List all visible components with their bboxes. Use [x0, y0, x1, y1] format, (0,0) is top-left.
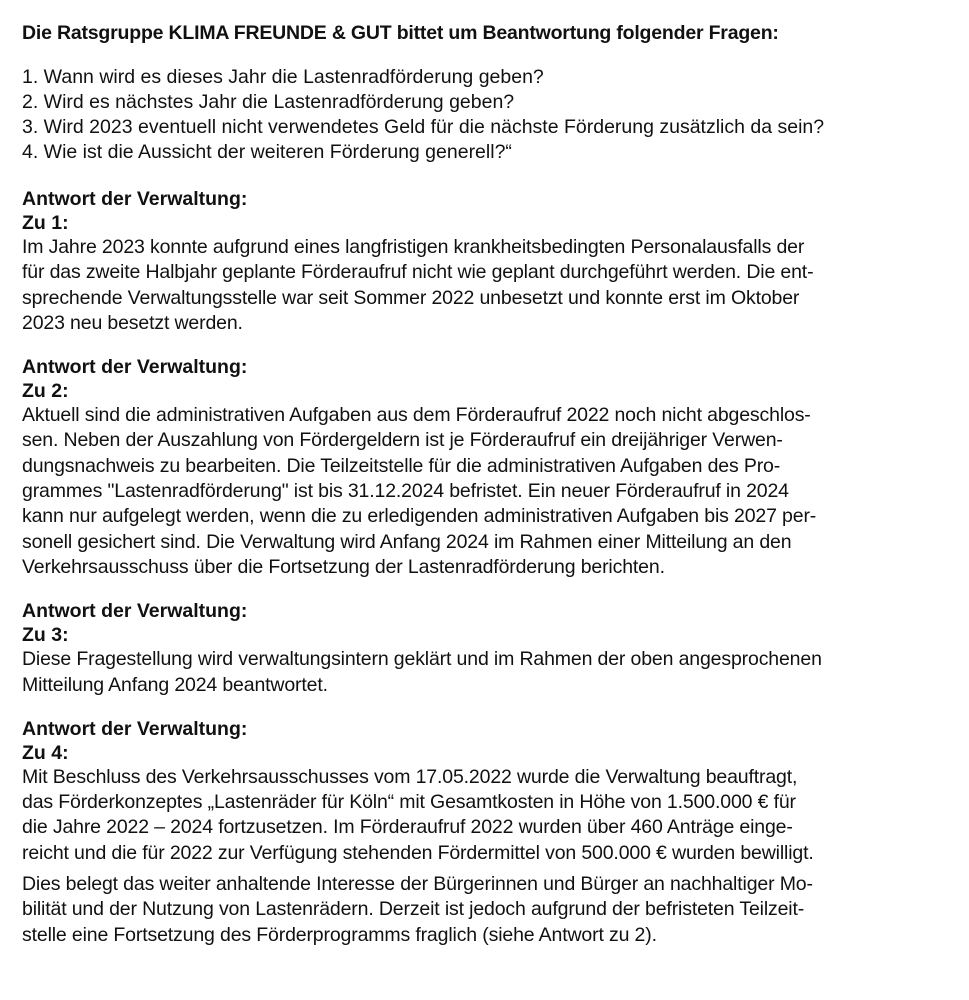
text-line: sonell gesichert sind. Die Verwaltung wird Anfang 2024 im Rahmen einer Mitteilung an den	[22, 530, 792, 553]
document-title: Die Ratsgruppe KLIMA FREUNDE & GUT bittet um Beantwortung folgender Fragen:	[22, 22, 779, 44]
text-line: Mitteilung Anfang 2024 beantwortet.	[22, 673, 328, 696]
text-line: sprechende Verwaltungsstelle war seit Sommer 2022 unbesetzt und konnte erst im Oktober	[22, 286, 800, 309]
answer-section-2	[22, 355, 952, 580]
text-line: für das zweite Halbjahr geplante Förderaufruf nicht wie geplant durchgeführt werden. Die ent-	[22, 261, 814, 284]
question-item: 2. Wird es nächstes Jahr die Lastenradförderung geben?	[22, 91, 515, 113]
text-line: grammes "Lastenradförderung" ist bis 31.12.2024 befristet. Ein neuer Förderaufruf in 2024	[22, 480, 789, 503]
text-line: Diese Fragestellung wird verwaltungsintern geklärt und im Rahmen der oben angesprochenen	[22, 648, 822, 671]
answer-heading: Antwort der Verwaltung:	[22, 600, 248, 623]
text-line: Dies belegt das weiter anhaltende Interesse der Bürgerinnen und Bürger an nachhaltiger Mo-	[22, 873, 813, 896]
answer-paragraph	[22, 647, 952, 698]
answer-section-3	[22, 599, 952, 698]
question-item: 3. Wird 2023 eventuell nicht verwendetes Geld für die nächste Förderung zusätzlich da sein?	[22, 116, 825, 138]
text-line: die Jahre 2022 – 2024 fortzusetzen. Im Förderaufruf 2022 wurden über 460 Anträge einge-	[22, 816, 793, 839]
text-line: das Förderkonzeptes „Lastenräder für Köln“ mit Gesamtkosten in Höhe von 1.500.000 € für	[22, 791, 796, 814]
text-line: reicht und die für 2022 zur Verfügung stehenden Fördermittel von 500.000 € wurden bewilligt.	[22, 841, 814, 864]
text-line: bilität und der Nutzung von Lastenrädern. Derzeit ist jedoch aufgrund der befristeten Teilzeit-	[22, 898, 805, 921]
text-line: Verkehrsausschuss über die Fortsetzung der Lastenradförderung berichten.	[22, 555, 665, 578]
text-line: stelle eine Fortsetzung des Förderprogramms fraglich (siehe Antwort zu 2).	[22, 923, 657, 946]
answer-paragraph	[22, 765, 952, 866]
question-item: 4. Wie ist die Aussicht der weiteren Förderung generell?“	[22, 141, 512, 163]
text-line: 2023 neu besetzt werden.	[22, 311, 243, 334]
answer-subheading: Zu 2:	[22, 380, 69, 403]
questions-list	[22, 65, 952, 165]
text-line: dungsnachweis zu bearbeiten. Die Teilzeitstelle für die administrativen Aufgaben des Pro-	[22, 454, 781, 477]
answer-heading: Antwort der Verwaltung:	[22, 188, 248, 210]
question-item: 1. Wann wird es dieses Jahr die Lastenradförderung geben?	[22, 66, 544, 88]
text-line: Mit Beschluss des Verkehrsausschusses vom 17.05.2022 wurde die Verwaltung beauftragt,	[22, 765, 798, 788]
answer-section-1	[22, 187, 952, 336]
answer-paragraph	[22, 872, 952, 948]
answer-subheading: Zu 3:	[22, 624, 69, 647]
answer-subheading: Zu 1:	[22, 212, 69, 234]
answer-subheading: Zu 4:	[22, 741, 69, 764]
text-line: Aktuell sind die administrativen Aufgaben aus dem Förderaufruf 2022 noch nicht abgeschlos-	[22, 404, 811, 427]
answer-heading: Antwort der Verwaltung:	[22, 717, 248, 740]
answer-paragraph	[22, 235, 952, 336]
answer-paragraph	[22, 403, 952, 580]
text-line: Im Jahre 2023 konnte aufgrund eines langfristigen krankheitsbedingten Personalausfalls der	[22, 236, 805, 258]
answer-section-4	[22, 717, 952, 948]
answer-heading: Antwort der Verwaltung:	[22, 356, 248, 379]
text-line: kann nur aufgelegt werden, wenn die zu erledigenden administrativen Aufgaben bis 2027 per-	[22, 505, 817, 528]
text-line: sen. Neben der Auszahlung von Fördergeldern ist je Förderaufruf ein dreijähriger Verwen-	[22, 429, 783, 452]
